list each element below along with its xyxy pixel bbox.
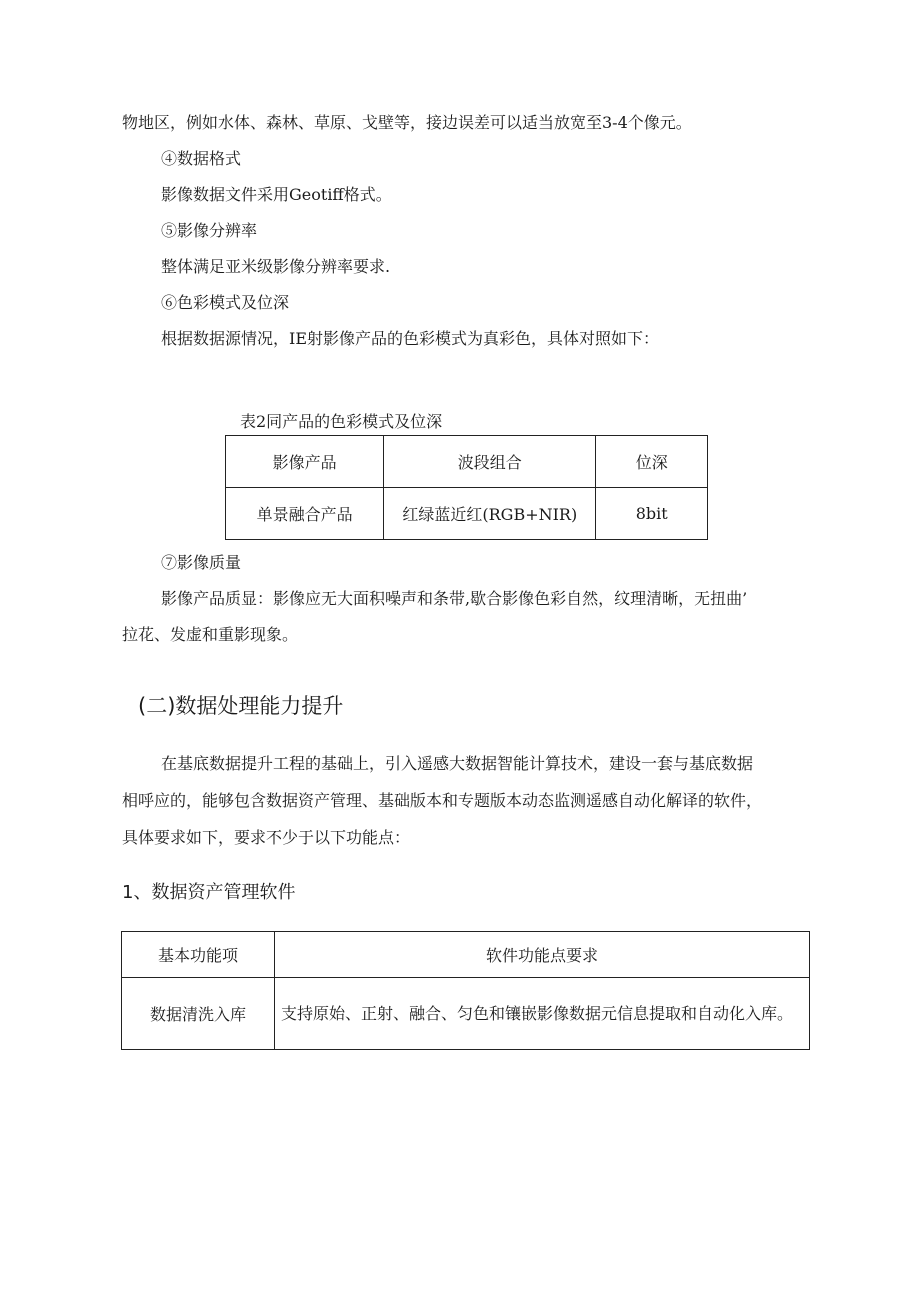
paragraph-text: 物地区，例如水体、森林、草原、戈壁等，接边误差可以适当放宽至3-4个像元。 [122,113,692,132]
item-heading: ⑤影像分辨率 [161,221,258,240]
table-cell: 8bit [596,488,708,540]
table-cell: 单景融合产品 [226,488,384,540]
paragraph-text: 影像数据文件采用Geotiff格式。 [161,185,392,204]
table-cell: 红绿蓝近红(RGB+NIR) [384,488,596,540]
table-row [226,488,708,540]
table-header-cell: 软件功能点要求 [275,932,810,978]
table-header-row [226,436,708,488]
paragraph-text: 根据数据源情况，IE射影像产品的色彩模式为真彩色，具体对照如下： [161,329,660,348]
paragraph-text: 拉花、发虚和重影现象。 [122,625,299,644]
function-table [121,931,810,1050]
color-mode-table [225,435,708,540]
item-heading: ④数据格式 [161,149,242,168]
item-heading: ⑦影像质量 [161,553,242,572]
item-heading: ⑥色彩模式及位深 [161,293,290,312]
table-row [122,978,810,1050]
subsection-heading: 1、数据资产管理软件 [122,882,296,903]
paragraph-text: 相呼应的，能够包含数据资产管理、基础版本和专题版本动态监测遥感自动化解译的软件， [122,791,763,810]
section-heading: (二)数据处理能力提升 [138,694,344,718]
table-cell: 支持原始、正射、融合、匀色和镶嵌影像数据元信息提取和自动化入库。 [275,978,810,1050]
table-header-cell: 波段组合 [384,436,596,488]
table-caption: 表2同产品的色彩模式及位深 [240,412,443,431]
table-header-row [122,932,810,978]
table-header-cell: 基本功能项 [122,932,275,978]
paragraph-text: 具体要求如下，要求不少于以下功能点： [122,828,411,847]
paragraph-text: 影像产品质显：影像应无大面积噪声和条带,歇合影像色彩自然，纹理清晰，无扭曲’ [161,589,748,608]
paragraph-text: 整体满足亚米级影像分辨率要求. [161,257,391,276]
table-header-cell: 位深 [596,436,708,488]
table-cell: 数据清洗入库 [122,978,275,1050]
table-header-cell: 影像产品 [226,436,384,488]
paragraph-text: 在基底数据提升工程的基础上，引入遥感大数据智能计算技术，建设一套与基底数据 [161,754,754,773]
